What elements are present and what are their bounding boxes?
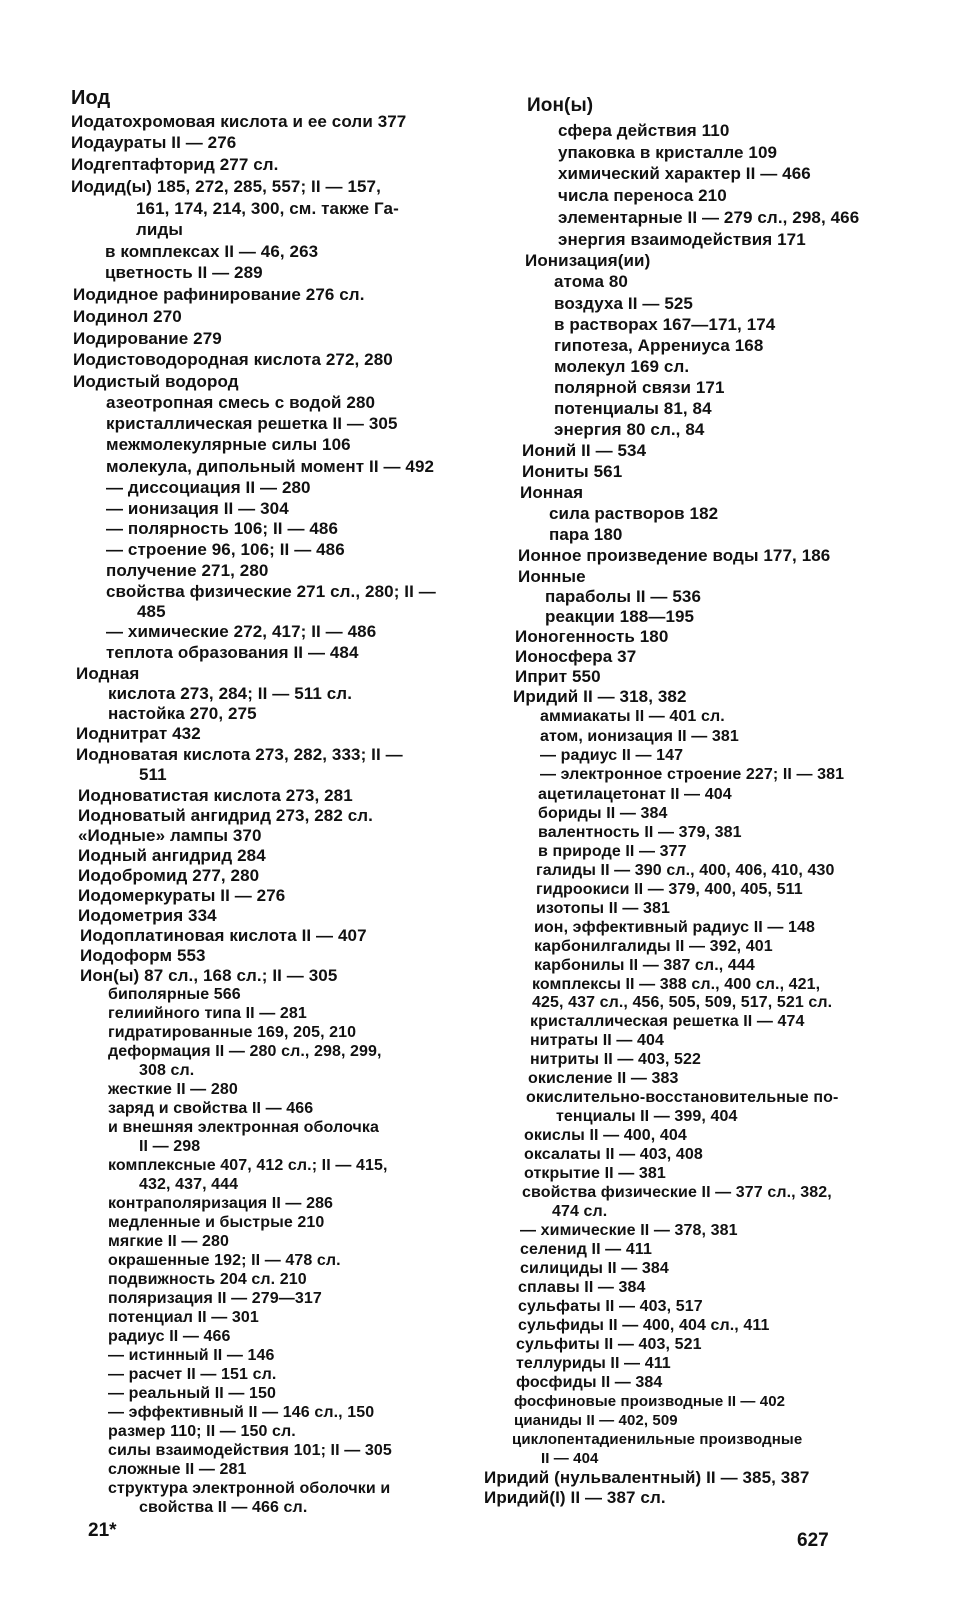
right-column-entry: сплавы II — 384 (518, 1279, 646, 1296)
right-column-entry: нитраты II — 404 (530, 1032, 665, 1049)
right-column-entry: реакции 188—195 (545, 607, 695, 626)
left-column-entry: межмолекулярные силы 106 (106, 435, 351, 454)
left-column-entry: Иодидное рафинирование 276 сл. (73, 285, 365, 304)
right-column-entry: Иридий II — 318, 382 (513, 687, 687, 706)
right-column-entry: химический характер II — 466 (558, 164, 811, 183)
right-column-entry: аммиакаты II — 401 сл. (540, 708, 725, 725)
right-column-entry: комплексы II — 388 сл., 400 сл., 421, (532, 976, 821, 993)
left-column-entry: 432, 437, 444 (139, 1176, 239, 1193)
left-column-entry: — строение 96, 106; II — 486 (106, 540, 345, 559)
right-column-entry: окислительно-восстановительные по- (526, 1089, 839, 1106)
right-column-entry: Иридий(I) II — 387 сл. (484, 1488, 666, 1507)
left-column-entry: — полярность 106; II — 486 (106, 519, 339, 538)
left-column-entry: Иодометрия 334 (78, 906, 217, 925)
left-column-entry: цветность II — 289 (105, 263, 263, 282)
right-column-entry: окислы II — 400, 404 (524, 1127, 687, 1144)
left-column-entry: потенциал II — 301 (108, 1309, 259, 1326)
left-column-entry: 308 сл. (139, 1062, 195, 1079)
left-column-entry: гидратированные 169, 205, 210 (108, 1024, 357, 1041)
footer-signature-mark: 21* (88, 1520, 117, 1541)
left-column-entry: 511 (139, 765, 167, 784)
left-column-entry: Иодинол 270 (73, 307, 182, 326)
right-column-entry: циклопентадиенильные производные (512, 1431, 803, 1448)
left-column-entry: — истинный II — 146 (108, 1347, 275, 1364)
right-column-entry: бориды II — 384 (538, 805, 668, 822)
left-column-entry: Иодгептафторид 277 сл. (71, 155, 279, 174)
right-column-entry: — электронное строение 227; II — 381 (540, 766, 845, 783)
left-column-entry: гелиийного типа II — 281 (108, 1005, 307, 1022)
left-column-entry: размер 110; II — 150 сл. (108, 1423, 296, 1440)
right-column-entry: тенциалы II — 399, 404 (556, 1108, 738, 1125)
left-column-entry: Иодноватистая кислота 273, 281 (78, 786, 353, 805)
left-column-entry: — диссоциация II — 280 (106, 478, 311, 497)
left-column-entry: Иодобромид 277, 280 (78, 866, 260, 885)
right-column-entry: нитриты II — 403, 522 (530, 1051, 702, 1068)
left-column-entry: Иодоформ 553 (80, 946, 206, 965)
right-column-entry: полярной связи 171 (554, 378, 725, 397)
right-column-entry: Ионная (520, 483, 584, 502)
right-column-entry: сульфаты II — 403, 517 (518, 1298, 703, 1315)
left-column-entry: Иодоплатиновая кислота II — 407 (80, 926, 367, 945)
right-column-entry: карбонилы II — 387 сл., 444 (534, 957, 755, 974)
right-column-entry: цианиды II — 402, 509 (514, 1412, 678, 1429)
right-column-entry: ацетилацетонат II — 404 (538, 786, 732, 803)
right-column-entry: параболы II — 536 (545, 587, 702, 606)
right-column-entry: в природе II — 377 (538, 843, 687, 860)
left-column-entry: Иодид(ы) 185, 272, 285, 557; II — 157, (71, 177, 381, 196)
right-column-entry: фосфиновые производные II — 402 (514, 1393, 786, 1410)
right-column-entry: валентность II — 379, 381 (538, 824, 742, 841)
left-column-entry: структура электронной оболочки и (108, 1480, 391, 1497)
left-column-entry: силы взаимодействия 101; II — 305 (108, 1442, 392, 1459)
left-column-entry: Иодирование 279 (73, 329, 222, 348)
left-column-entry: поляризация II — 279—317 (108, 1290, 322, 1307)
right-column-entry: атома 80 (554, 272, 628, 291)
left-column-entry: медленные и быстрые 210 (108, 1214, 325, 1231)
right-column-entry: сфера действия 110 (558, 121, 730, 140)
right-column-entry: изотопы II — 381 (536, 900, 671, 917)
right-column-entry: энергия 80 сл., 84 (554, 420, 705, 439)
left-column-entry: лиды (136, 220, 183, 239)
right-column-entry: 474 сл. (552, 1203, 608, 1220)
left-column-entry: Иодистоводородная кислота 272, 280 (73, 350, 393, 369)
left-column-entry: теплота образования II — 484 (106, 643, 359, 662)
right-column-entry: сульфиды II — 400, 404 сл., 411 (518, 1317, 770, 1334)
left-column-entry: Иодный ангидрид 284 (78, 846, 266, 865)
left-column-entry: — расчет II — 151 сл. (108, 1366, 277, 1383)
right-column-entry: Иридий (нульвалентный) II — 385, 387 (484, 1468, 810, 1487)
right-column-entry: оксалаты II — 403, 408 (524, 1146, 703, 1163)
right-column-entry: карбонилгалиды II — 392, 401 (534, 938, 773, 955)
right-column-entry: энергия взаимодействия 171 (558, 230, 806, 249)
left-column-entry: Иод (71, 87, 111, 109)
right-column-entry: в растворах 167—171, 174 (554, 315, 776, 334)
left-column-entry: деформация II — 280 сл., 298, 299, (108, 1043, 382, 1060)
right-column-entry: сульфиты II — 403, 521 (516, 1336, 702, 1353)
right-column-entry: кристаллическая решетка II — 474 (530, 1013, 805, 1030)
left-column-entry: жесткие II — 280 (108, 1081, 238, 1098)
right-column-entry: фосфиды II — 384 (516, 1374, 663, 1391)
right-column-entry: Иприт 550 (515, 667, 601, 686)
right-column-entry: Ионосфера 37 (515, 647, 637, 666)
right-column-entry: ион, эффективный радиус II — 148 (534, 919, 815, 936)
left-column-entry: 161, 174, 214, 300, см. также Га- (136, 199, 399, 218)
left-column-entry: Иодная (76, 664, 140, 683)
left-column-entry: кристаллическая решетка II — 305 (106, 414, 398, 433)
right-column-entry: Ион(ы) (527, 95, 594, 116)
left-column-entry: свойства II — 466 сл. (139, 1499, 308, 1516)
right-column-entry: Ионное произведение воды 177, 186 (518, 546, 831, 565)
right-column-entry: гидроокиси II — 379, 400, 405, 511 (536, 881, 803, 898)
right-column-entry: Ионий II — 534 (522, 441, 647, 460)
left-column-entry: Иодаураты II — 276 (71, 133, 237, 152)
right-column-entry: галиды II — 390 сл., 400, 406, 410, 430 (536, 862, 835, 879)
right-column-entry: гипотеза, Аррениуса 168 (554, 336, 764, 355)
left-column-entry: сложные II — 281 (108, 1461, 247, 1478)
left-column-entry: заряд и свойства II — 466 (108, 1100, 314, 1117)
left-column-entry: Иодноватый ангидрид 273, 282 сл. (78, 806, 373, 825)
right-column-entry: силициды II — 384 (520, 1260, 669, 1277)
right-column-entry: молекул 169 сл. (554, 357, 690, 376)
left-column-entry: — реальный II — 150 (108, 1385, 277, 1402)
right-column-entry: II — 404 (541, 1450, 599, 1467)
left-column-entry: — эффективный II — 146 сл., 150 (108, 1404, 375, 1421)
left-column-entry: Иодомеркураты II — 276 (78, 886, 286, 905)
right-column-entry: элементарные II — 279 сл., 298, 466 (558, 208, 860, 227)
left-column-entry: кислота 273, 284; II — 511 сл. (108, 684, 353, 703)
page-number: 627 (797, 1530, 829, 1551)
right-column-entry: воздуха II — 525 (554, 294, 693, 313)
left-column-entry: комплексные 407, 412 сл.; II — 415, (108, 1157, 388, 1174)
left-column-entry: контраполяризация II — 286 (108, 1195, 334, 1212)
right-column-entry: сила растворов 182 (549, 504, 719, 523)
left-column-entry: мягкие II — 280 (108, 1233, 229, 1250)
left-column-entry: — ионизация II — 304 (106, 499, 289, 518)
right-column-entry: потенциалы 81, 84 (554, 399, 712, 418)
left-column-entry: Ион(ы) 87 сл., 168 сл.; II — 305 (80, 966, 338, 985)
left-column-entry: — химические 272, 417; II — 486 (106, 622, 377, 641)
left-column-entry: «Иодные» лампы 370 (78, 826, 262, 845)
left-column-entry: свойства физические 271 сл., 280; II — (106, 582, 436, 601)
right-column-entry: окисление II — 383 (528, 1070, 679, 1087)
right-column-entry: атом, ионизация II — 381 (540, 728, 739, 745)
right-column-entry: открытие II — 381 (524, 1165, 666, 1182)
left-column-entry: II — 298 (139, 1138, 201, 1155)
left-column-entry: получение 271, 280 (106, 561, 269, 580)
left-column-entry: подвижность 204 сл. 210 (108, 1271, 307, 1288)
left-column-entry: Иодноватая кислота 273, 282, 333; II — (76, 745, 403, 764)
left-column-entry: радиус II — 466 (108, 1328, 231, 1345)
right-column-entry: 425, 437 сл., 456, 505, 509, 517, 521 сл. (532, 994, 833, 1011)
right-column-entry: Иониты 561 (522, 462, 623, 481)
left-column-entry: азеотропная смесь с водой 280 (106, 393, 376, 412)
left-column-entry: 485 (137, 602, 166, 621)
left-column-entry: настойка 270, 275 (108, 704, 257, 723)
right-column-entry: Ионогенность 180 (515, 627, 669, 646)
right-column-entry: Ионизация(ии) (525, 251, 651, 270)
left-column-entry: молекула, дипольный момент II — 492 (106, 457, 435, 476)
left-column-entry: биполярные 566 (108, 986, 241, 1003)
right-column-entry: числа переноса 210 (558, 186, 727, 205)
right-column-entry: теллуриды II — 411 (516, 1355, 671, 1372)
right-column-entry: — радиус II — 147 (540, 747, 684, 764)
right-column-entry: упаковка в кристалле 109 (558, 143, 778, 162)
right-column-entry: Ионные (518, 567, 586, 586)
left-column-entry: Иодистый водород (73, 372, 239, 391)
left-column-entry: Иодатохромовая кислота и ее соли 377 (71, 112, 407, 131)
right-column-entry: селенид II — 411 (520, 1241, 652, 1258)
left-column-entry: окрашенные 192; II — 478 сл. (108, 1252, 341, 1269)
right-column-entry: пара 180 (549, 525, 623, 544)
right-column-entry: — химические II — 378, 381 (520, 1222, 738, 1239)
left-column-entry: и внешняя электронная оболочка (108, 1119, 380, 1136)
right-column-entry: свойства физические II — 377 сл., 382, (522, 1184, 832, 1201)
left-column-entry: Иоднитрат 432 (76, 724, 201, 743)
left-column-entry: в комплексах II — 46, 263 (105, 242, 319, 261)
